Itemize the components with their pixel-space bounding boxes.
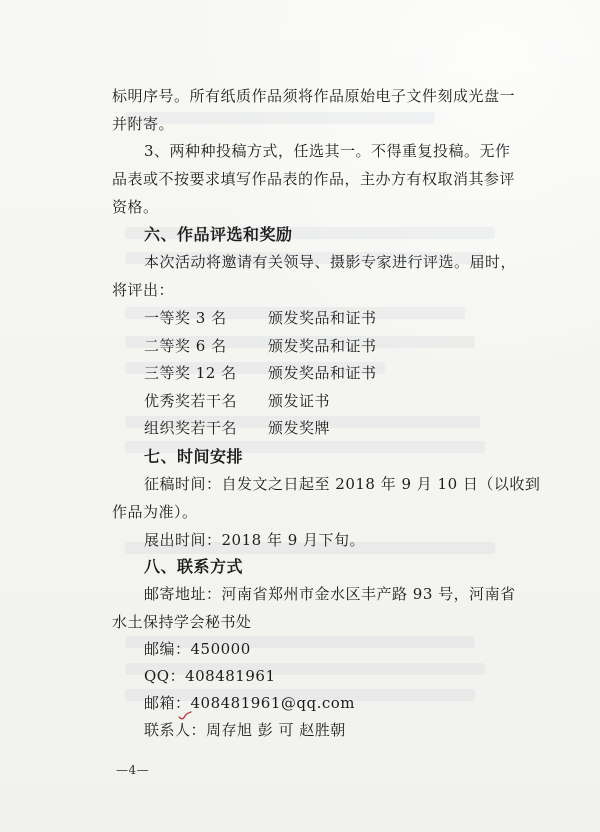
continuation-line-2: 并附寄。 xyxy=(112,115,175,133)
section-7-heading: 七、时间安排 xyxy=(144,447,244,466)
award-row xyxy=(144,387,504,415)
award-name: 优秀奖若干名 xyxy=(144,392,238,410)
mailing-address-line-2: 水土保持学会秘书处 xyxy=(112,613,252,631)
award-name: 三等奖 12 名 xyxy=(144,364,237,382)
collection-time-line-2: 作品为准）。 xyxy=(112,503,198,521)
section-8-heading: 八、联系方式 xyxy=(144,557,244,576)
email-address: 邮箱：408481961@qq.com xyxy=(144,694,356,712)
page-number: —4— xyxy=(116,763,150,777)
contact-persons: 联系人：周存旭 彭 可 赵胜朝 xyxy=(144,721,346,739)
collection-time-line-1: 征稿时间：自发文之日起至 2018 年 9 月 10 日（以收到 xyxy=(144,475,541,493)
postcode: 邮编：450000 xyxy=(144,640,251,658)
section-6-heading: 六、作品评选和奖励 xyxy=(144,225,293,244)
award-prize: 颁发奖品和证书 xyxy=(268,309,377,327)
award-prize: 颁发奖品和证书 xyxy=(268,337,377,355)
mailing-address-line-1: 邮寄地址：河南省郑州市金水区丰产路 93 号，河南省 xyxy=(144,585,516,603)
award-name: 二等奖 6 名 xyxy=(144,337,227,355)
exhibition-time: 展出时间：2018 年 9 月下旬。 xyxy=(144,531,366,549)
section-6-intro-line-2: 将评出： xyxy=(112,281,175,299)
award-row xyxy=(144,359,504,387)
item-3-line-3: 资格。 xyxy=(112,198,159,216)
award-row xyxy=(144,304,504,332)
award-prize: 颁发证书 xyxy=(268,392,331,410)
handwritten-check-icon xyxy=(178,711,192,721)
continuation-line-1: 标明序号。所有纸质作品须将作品原始电子文件刻成光盘一 xyxy=(112,87,516,105)
award-row xyxy=(144,414,504,442)
award-name: 一等奖 3 名 xyxy=(144,309,227,327)
award-row xyxy=(144,332,504,360)
award-prize: 颁发奖品和证书 xyxy=(268,364,377,382)
award-prize: 颁发奖牌 xyxy=(268,419,331,437)
item-3-line-2: 品表或不按要求填写作品表的作品，主办方有权取消其参评 xyxy=(112,170,516,188)
qq-number: QQ：408481961 xyxy=(144,667,276,685)
award-name: 组织奖若干名 xyxy=(144,419,238,437)
section-6-intro-line-1: 本次活动将邀请有关领导、摄影专家进行评选。届时， xyxy=(144,253,517,271)
item-3-line-1: 3、两种种投稿方式，任选其一。不得重复投稿。无作 xyxy=(144,142,511,160)
